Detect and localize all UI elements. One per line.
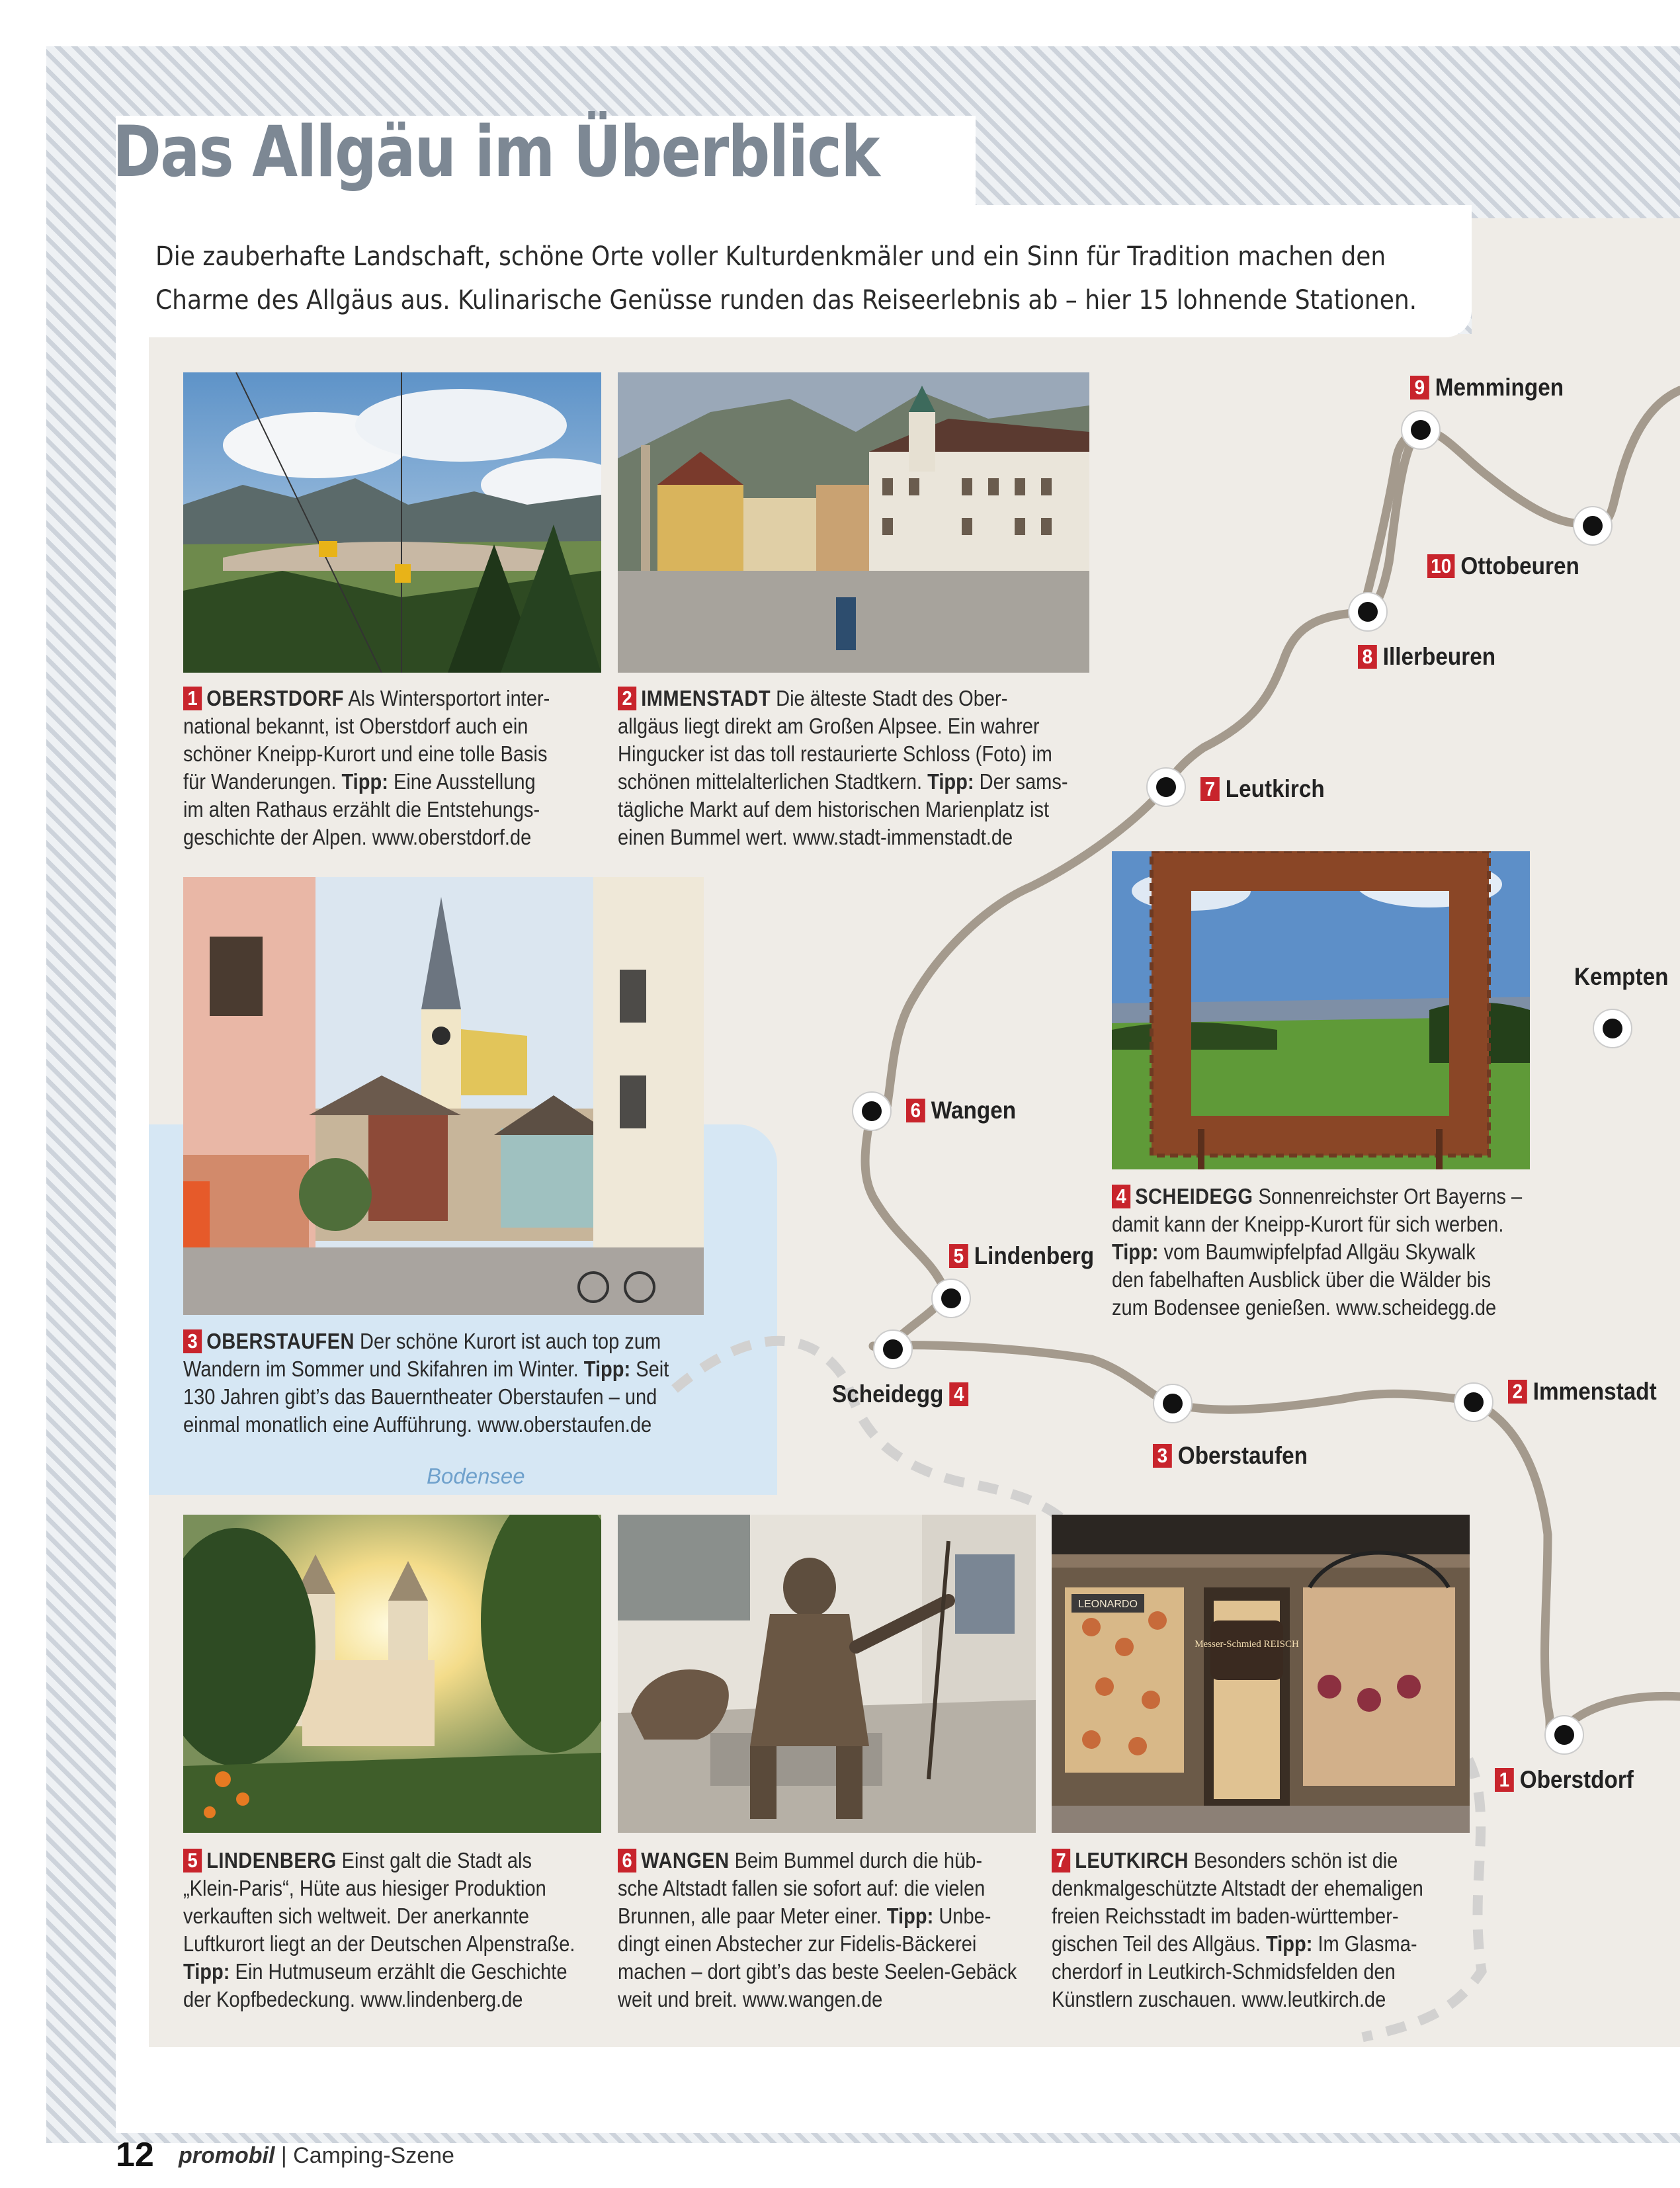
photo-lindenberg <box>183 1515 601 1833</box>
marker-wangen <box>853 1092 891 1130</box>
map-label-lindenberg: 5 Lindenberg <box>949 1242 1094 1270</box>
map-label-kempten: Kempten <box>1574 963 1669 990</box>
page-number: 12 <box>116 2136 154 2174</box>
photo-wangen <box>618 1515 1036 1833</box>
marker-lindenberg <box>932 1279 970 1318</box>
map-label-oberstaufen: 3 Oberstaufen <box>1153 1442 1308 1470</box>
brand-name: promobil <box>179 2143 275 2168</box>
caption-leutkirch: 7 LEUTKIRCH Besonders schön ist die denkmalgeschützte Altstadt der ehemaligen freien Reichsstadt im baden-württember- gischen Teil des Allgäus. Tipp: Im Glasma- cherdorf in Leutkirch-Schmidsfelden den Künstlern zuschauen. www.leutkirch.de <box>1052 1848 1423 2011</box>
map-label-memmingen: 9 Memmingen <box>1410 374 1564 401</box>
map-label-wangen: 6 Wangen <box>906 1097 1016 1124</box>
map-label-leutkirch: 7 Leutkirch <box>1200 775 1325 803</box>
map-label-oberstdorf: 1 Oberstdorf <box>1495 1766 1634 1794</box>
marker-ottobeuren <box>1574 507 1612 545</box>
marker-immenstadt <box>1454 1383 1493 1421</box>
photo-oberstaufen <box>183 877 704 1315</box>
caption-oberstdorf: 1 OBERSTDORF Als Wintersportort inter- national bekannt, ist Oberstdorf auch ein schöner Kneipp-Kurort und eine tolle Basis für Wanderungen. Tipp: Eine Ausstellung im alten Rathaus erzählt die Entstehungs- geschichte der Alpen. www.oberstdorf.de <box>183 686 550 849</box>
shop-window-sign: LEONARDO <box>1078 1599 1138 1610</box>
intro-line-2: Charme des Allgäus aus. Kulinarische Genüsse runden das Reiseerlebnis ab – hier 15 lohnende Stationen. <box>155 285 1417 316</box>
marker-oberstaufen <box>1154 1384 1192 1423</box>
marker-oberstdorf <box>1545 1716 1583 1754</box>
intro-line-1: Die zauberhafte Landschaft, schöne Orte voller Kulturdenkmäler und ein Sinn für Tradition machen den <box>155 241 1386 272</box>
marker-illerbeuren <box>1349 593 1387 631</box>
marker-scheidegg <box>874 1330 912 1368</box>
caption-wangen: 6 WANGEN Beim Bummel durch die hüb- sche Altstadt fallen sie sofort auf: die vielen Brunnen, alle paar Meter einer. Tipp: Unbe- dingt einen Abstecher zur Fidelis-Bäckerei machen – dort gibt’s das beste Seelen-Gebäck weit und breit. www.wangen.de <box>618 1848 1017 2011</box>
map-label-ottobeuren: 10 Ottobeuren <box>1427 552 1579 580</box>
photo-immenstadt <box>618 372 1089 673</box>
map-label-illerbeuren: 8 Illerbeuren <box>1358 643 1495 671</box>
caption-immenstadt: 2 IMMENSTADT Die älteste Stadt des Ober- allgäus liegt direkt am Großen Alpsee. Ein wahrer Hingucker ist das toll restaurierte Schloss (Foto) im schönen mittelalterlichen Stadtkern. Tipp: Der sams- tägliche Markt auf dem historischen Marienplatz ist einen Bummel wert. www.stadt-immenstadt.de <box>618 686 1068 849</box>
photo-scheidegg <box>1112 851 1530 1169</box>
footer-brand: promobil | Camping-Szene <box>179 2143 454 2168</box>
marker-memmingen <box>1402 411 1440 449</box>
marker-leutkirch <box>1147 768 1185 806</box>
caption-scheidegg: 4 SCHEIDEGG Sonnenreichster Ort Bayerns – damit kann der Kneipp-Kurort für sich werben. Tipp: vom Baumwipfelpfad Allgäu Skywalk den fabelhaften Ausblick über die Wälder bis zum Bodensee genießen. www.scheidegg.de <box>1112 1184 1523 1320</box>
caption-oberstaufen: 3 OBERSTAUFEN Der schöne Kurort ist auch top zum Wandern im Sommer und Skifahren im Winter. Tipp: Seit 130 Jahren gibt’s das Bauerntheater Oberstaufen – und einmal monatlich eine Aufführung. www.oberstaufen.de <box>183 1329 669 1437</box>
caption-lindenberg: 5 LINDENBERG Einst galt die Stadt als „Klein-Paris“, Hüte aus hiesiger Produktion verkauften sich weltweit. Der anerkannte Luftkurort liegt an der Deutschen Alpenstraße. Tipp: Ein Hutmuseum erzählt die Geschichte der Kopfbedeckung. www.lindenberg.de <box>183 1848 575 2011</box>
map-label-immenstadt: 2 Immenstadt <box>1508 1378 1657 1406</box>
photo-oberstdorf <box>183 372 601 673</box>
marker-kempten <box>1593 1009 1632 1048</box>
page-title: Das Allgäu im Überblick <box>112 111 879 192</box>
shop-sign: Messer-Schmied REISCH <box>1195 1639 1299 1650</box>
lake-label: Bodensee <box>427 1464 525 1488</box>
section-name: Camping-Szene <box>293 2143 454 2168</box>
map-label-scheidegg: Scheidegg 4 <box>832 1380 968 1408</box>
photo-leutkirch <box>1052 1515 1470 1833</box>
